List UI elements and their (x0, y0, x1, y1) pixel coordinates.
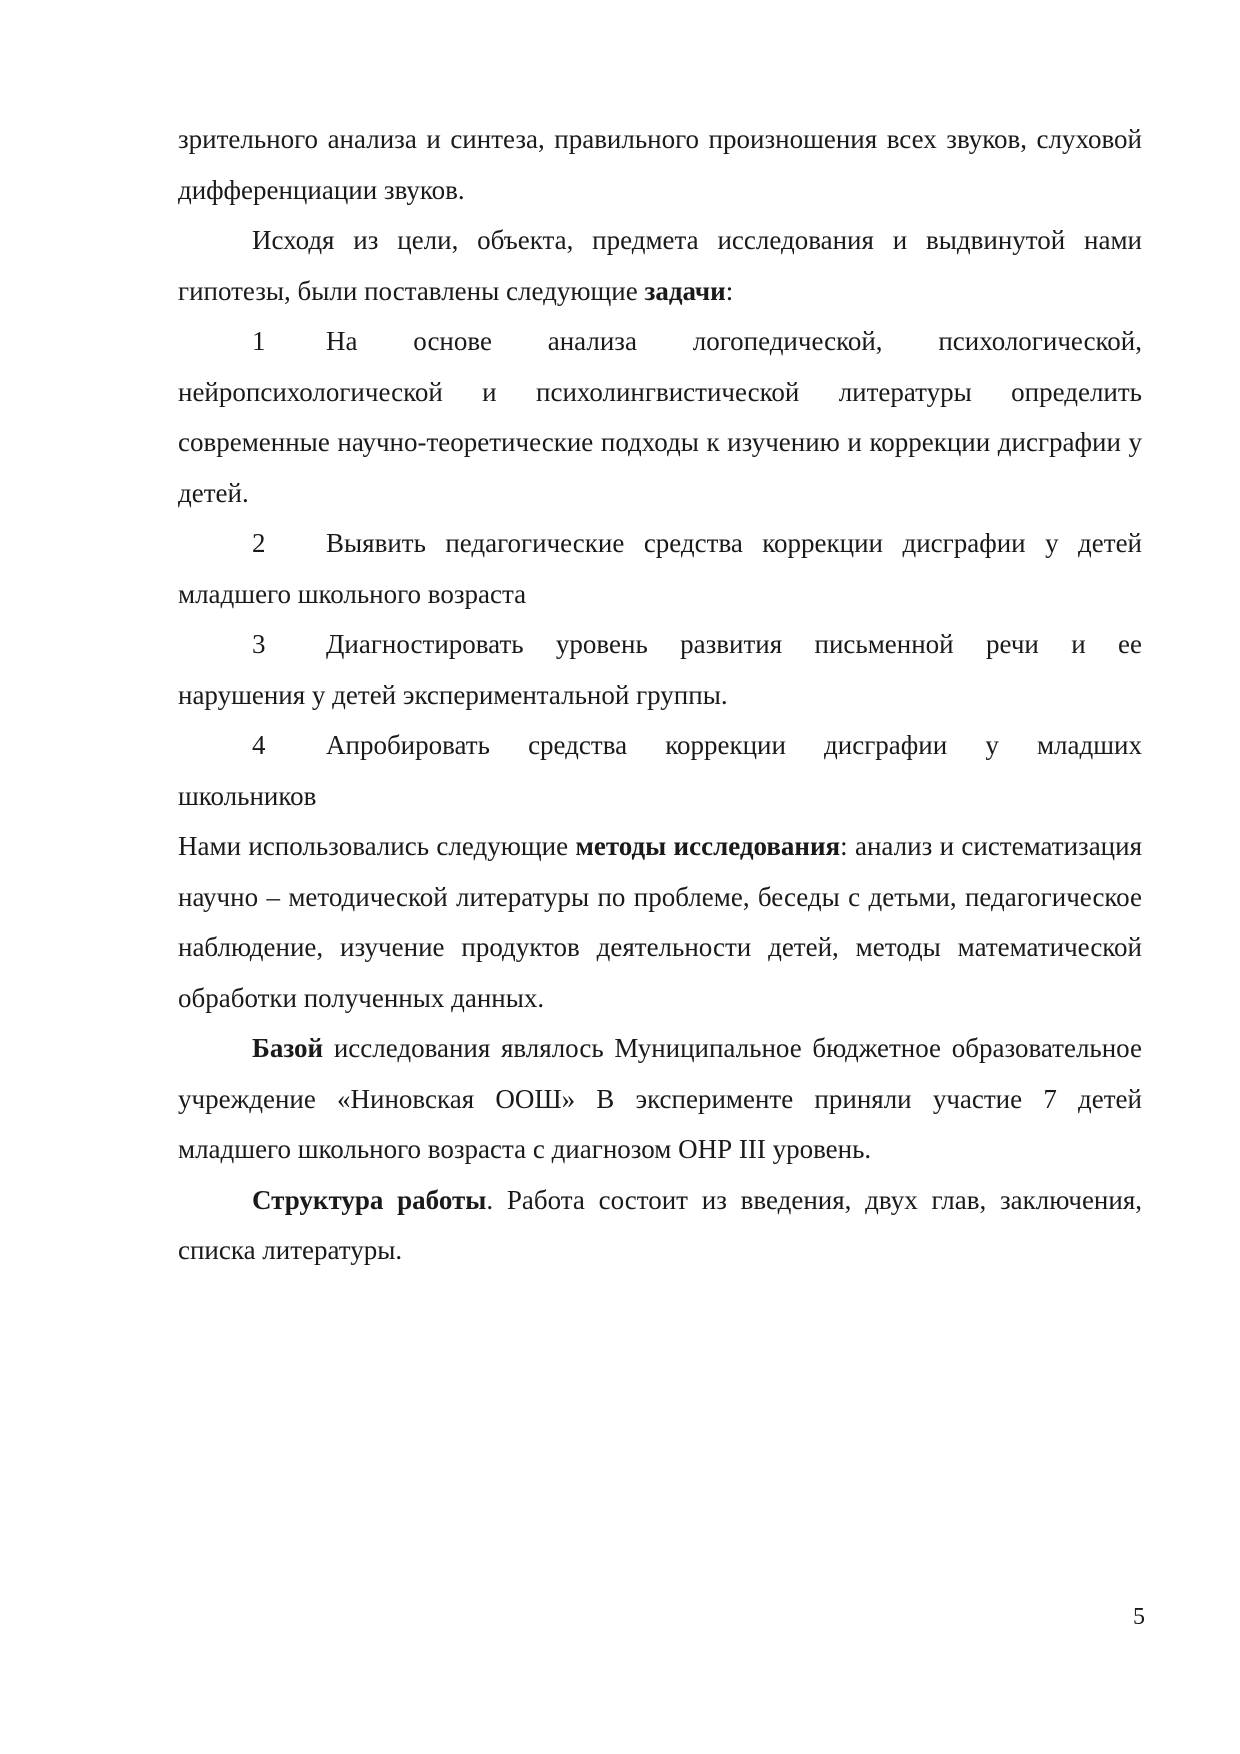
task-text-continuation: младшего школьного возраста (178, 578, 527, 609)
task-text-first-line: Выявить педагогические средства коррекции дисграфии у детей (326, 528, 1142, 558)
task-text-first-line: На основе анализа логопедической, психологической, (326, 326, 1142, 356)
methods-heading-bold: методы исследования (575, 831, 841, 861)
task-text-first-line: Апробировать средства коррекции дисграфии у младших (326, 730, 1142, 760)
task-number: 2 (252, 528, 266, 558)
structure-text: . Работа состоит из введения, двух глав, заключения, списка литературы. (178, 1184, 1142, 1265)
task-item-4 (178, 720, 1142, 771)
tasks-intro-text: Исходя из цели, объекта, предмета исследования и выдвинутой нами гипотезы, были поставлены следующие (178, 225, 1142, 306)
paragraph-base (178, 1023, 1142, 1175)
structure-heading-bold: Структура работы (252, 1184, 487, 1215)
task-number: 3 (252, 629, 266, 659)
paragraph-structure (178, 1175, 1142, 1276)
page-number: 5 (1133, 1604, 1145, 1630)
task-item-3 (178, 619, 1142, 670)
task-text-first-line: Диагностировать уровень развития письменной речи и ее (326, 629, 1142, 659)
task-number: 4 (252, 730, 266, 760)
base-heading-bold: Базой (252, 1033, 324, 1063)
task-number: 1 (252, 326, 266, 356)
page-body (178, 114, 1142, 1276)
task-text-continuation: школьников (178, 780, 317, 811)
task-item-1 (178, 316, 1142, 367)
task-text-continuation: нарушения у детей экспериментальной группы. (178, 679, 728, 710)
paragraph-continuation: зрительного анализа и синтеза, правильного произношения всех звуков, слуховой дифференциации звуков. (178, 124, 1142, 205)
paragraph-methods (178, 821, 1142, 1023)
tasks-heading-bold: задачи (644, 275, 726, 306)
task-text-continuation: нейропсихологической и психолингвистической литературы определить современные научно-теоретические подходы к изучению и коррекции дисграфии у детей. (178, 376, 1142, 508)
methods-intro-text: Нами использовались следующие (178, 831, 576, 861)
tasks-intro-colon: : (725, 275, 734, 306)
paragraph-tasks-intro (178, 215, 1142, 316)
base-text: исследования являлось Муниципальное бюджетное образовательное учреждение «Ниновская ООШ» В эксперименте приняли участие 7 детей младшего школьного возраста с диагнозом ОНР III уровень. (178, 1033, 1142, 1164)
methods-list-text: : анализ и систематизация научно – методической литературы по проблеме, беседы с детьми, педагогическое наблюдение, изучение продуктов деятельности детей, методы математической обработки полученных данных. (178, 831, 1142, 1013)
task-item-2 (178, 518, 1142, 569)
